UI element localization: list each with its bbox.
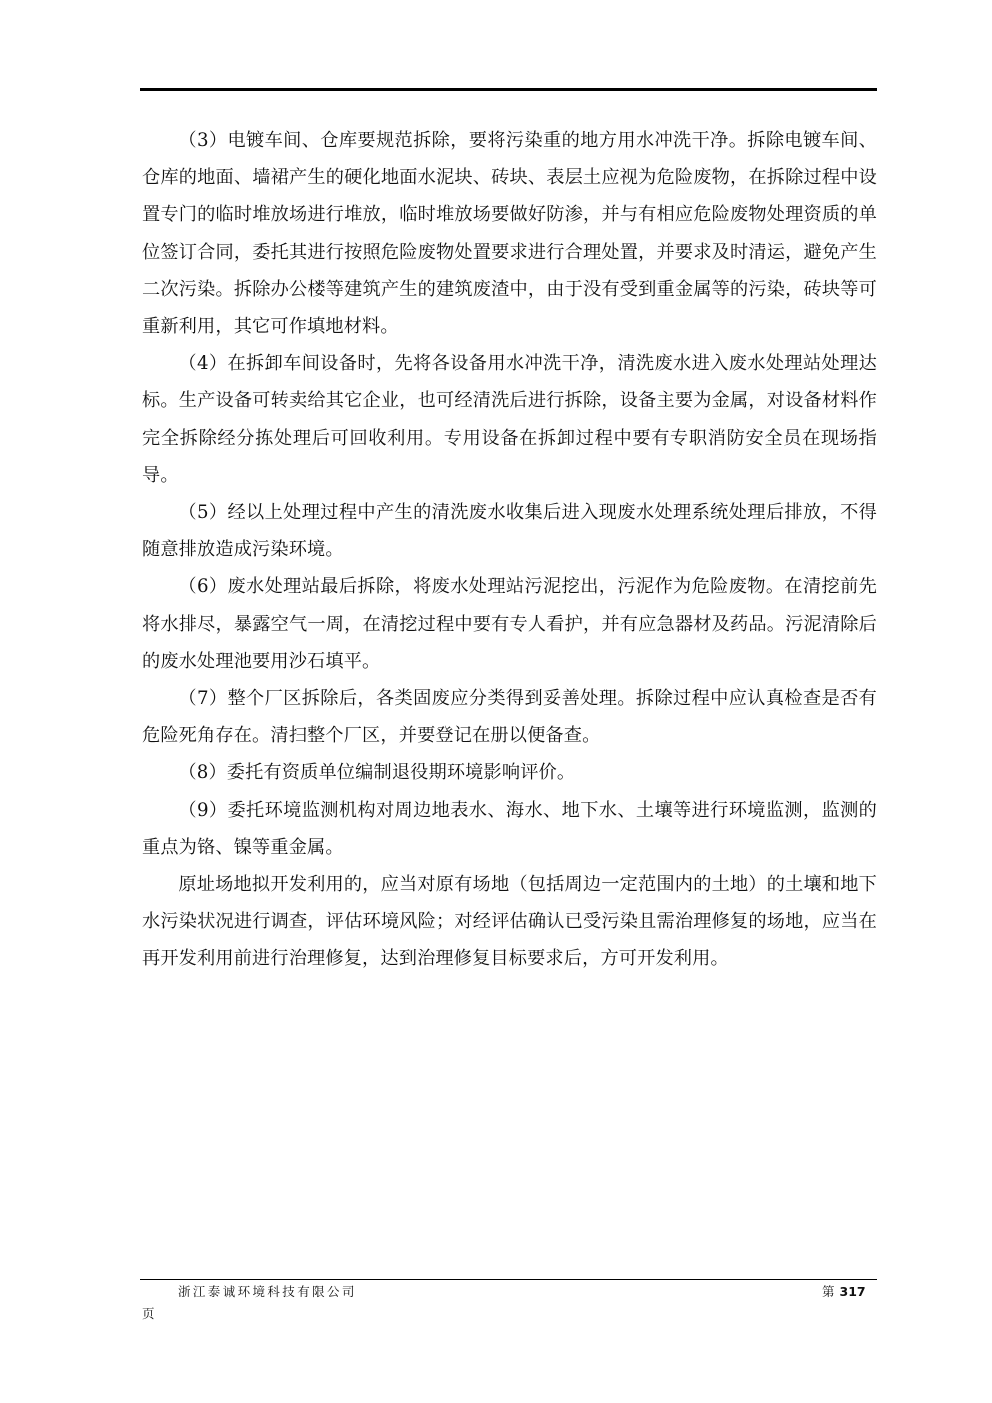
footer-company-name: 浙江泰诚环境科技有限公司 bbox=[178, 1284, 357, 1299]
paragraph-site-redevelopment: 原址场地拟开发利用的，应当对原有场地（包括周边一定范围内的土地）的土壤和地下水污染状况进行调查，评估环境风险；对经评估确认已受污染且需治理修复的场地，应当在再开发利用前进行治理修复，达到治理修复目标要求后，方可开发利用。 bbox=[142, 874, 877, 970]
paragraph-item-3: （3）电镀车间、仓库要规范拆除，要将污染重的地方用水冲洗干净。拆除电镀车间、仓库的地面、墙裙产生的硬化地面水泥块、砖块、表层土应视为危险废物，在拆除过程中设置专门的临时堆放场进行堆放，临时堆放场要做好防渗，并与有相应危险废物处理资质的单位签订合同，委托其进行按照危险废物处置要求进行合理处置，并要求及时清运，避免产生二次污染。拆除办公楼等建筑产生的建筑废渣中，由于没有受到重金属等的污染，砖块等可重新利用，其它可作填地材料。 bbox=[142, 130, 877, 338]
document-body bbox=[142, 122, 877, 978]
paragraph-item-4: （4）在拆卸车间设备时，先将各设备用水冲洗干净，清洗废水进入废水处理站处理达标。生产设备可转卖给其它企业，也可经清洗后进行拆除，设备主要为金属，对设备材料作完全拆除经分拣处理后可回收利用。专用设备在拆卸过程中要有专职消防安全员在现场指导。 bbox=[142, 353, 877, 486]
paragraph-item-6: （6）废水处理站最后拆除，将废水处理站污泥挖出，污泥作为危险废物。在清挖前先将水排尽，暴露空气一周，在清挖过程中要有专人看护，并有应急器材及药品。污泥清除后的废水处理池要用沙石填平。 bbox=[142, 576, 877, 672]
footer-rule bbox=[140, 1279, 877, 1280]
paragraph-item-8: （8）委托有资质单位编制退役期环境影响评价。 bbox=[178, 762, 576, 784]
footer-page-number bbox=[822, 1283, 866, 1301]
header-rule bbox=[140, 88, 877, 91]
page-prefix: 第 bbox=[822, 1284, 835, 1299]
paragraph-item-9: （9）委托环境监测机构对周边地表水、海水、地下水、土壤等进行环境监测，监测的重点为铬、镍等重金属。 bbox=[142, 799, 877, 858]
page-number: 317 bbox=[839, 1284, 866, 1299]
paragraph-item-5: （5）经以上处理过程中产生的清洗废水收集后进入现废水处理系统处理后排放，不得随意排放造成污染环境。 bbox=[142, 502, 877, 561]
paragraph-item-7: （7）整个厂区拆除后，各类固废应分类得到妥善处理。拆除过程中应认真检查是否有危险死角存在。清扫整个厂区，并要登记在册以便备查。 bbox=[142, 688, 877, 747]
page-suffix: 页 bbox=[142, 1306, 155, 1321]
